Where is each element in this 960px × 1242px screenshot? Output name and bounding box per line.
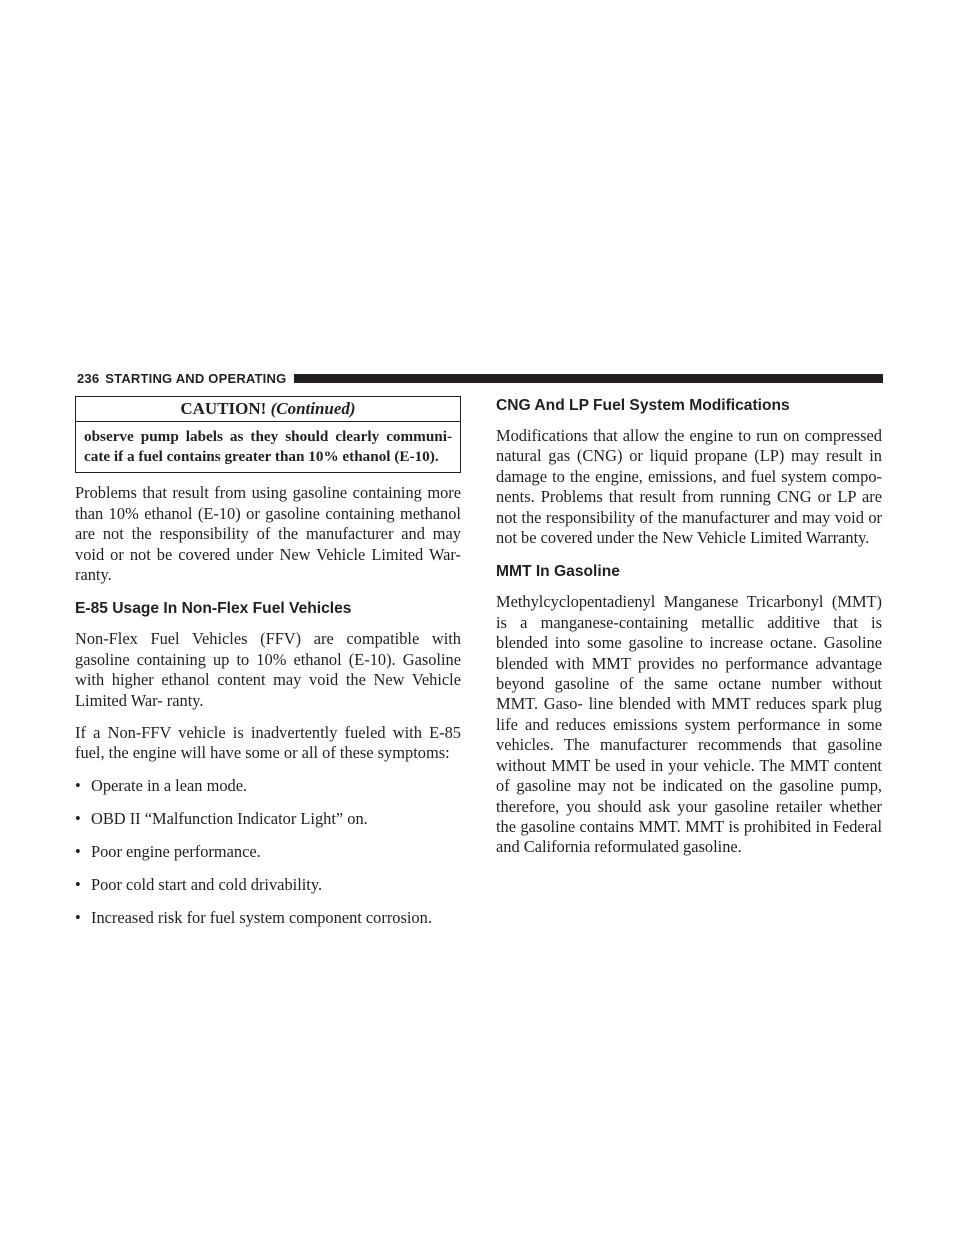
caution-continued: (Continued) bbox=[270, 399, 356, 418]
list-item bbox=[75, 809, 461, 829]
paragraph-mmt: Methylcyclopentadienyl Manganese Tricarbonyl (MMT) is a manganese-containing metallic additive that is blended into some gasoline to increase octane. Gasoline blended with MMT provides no performance advantage beyond gasoline of the same octane number without MMT. Gaso- line blended with MMT reduces spark plug life and reduces emissions system performance in some vehicles. The manufacturer recommends that gasoline without MMT be used in your vehicle. The MMT content of gasoline may not be indicated on the gasoline pump, therefore, you should ask your gasoline retailer whether the gasoline contains MMT. MMT is prohibited in Federal and California reformulated gasoline. bbox=[496, 592, 882, 857]
heading-cng-lp: CNG And LP Fuel System Modifications bbox=[496, 397, 790, 414]
list-item-text: Increased risk for fuel system component corrosion. bbox=[91, 907, 432, 927]
caution-title bbox=[76, 397, 460, 422]
header-rule bbox=[294, 374, 883, 383]
paragraph-cng-lp: Modifications that allow the engine to run on compressed natural gas (CNG) or liquid propane (LP) may result in damage to the engine, emissions, and fuel system compo- nents. Problems that result from running CNG or LP are not the responsibility of the manufacturer and may void or not be covered under the New Vehicle Limited Warranty. bbox=[496, 426, 882, 548]
bullet-icon: • bbox=[75, 907, 81, 927]
heading-mmt: MMT In Gasoline bbox=[496, 563, 620, 581]
paragraph-symptoms-intro: If a Non-FFV vehicle is inadvertently fueled with E-85 fuel, the engine will have some or all of these symptoms: bbox=[75, 723, 461, 763]
page-header bbox=[77, 370, 883, 386]
section-title: STARTING AND OPERATING bbox=[105, 370, 287, 386]
caution-label: CAUTION! bbox=[180, 399, 267, 418]
caution-box bbox=[75, 396, 461, 473]
list-item-text: Poor engine performance. bbox=[91, 841, 261, 861]
right-column bbox=[496, 396, 882, 870]
page-number: 236 bbox=[77, 370, 100, 386]
bullet-icon: • bbox=[75, 808, 81, 828]
list-item bbox=[75, 875, 461, 895]
heading-e85-usage: E-85 Usage In Non-Flex Fuel Vehicles bbox=[75, 600, 352, 618]
symptom-list bbox=[75, 776, 461, 928]
list-item-text: Poor cold start and cold drivability. bbox=[91, 874, 323, 894]
list-item bbox=[75, 842, 461, 862]
list-item bbox=[75, 776, 461, 796]
list-item-text: OBD II “Malfunction Indicator Light” on. bbox=[91, 808, 368, 828]
left-column bbox=[75, 396, 461, 940]
paragraph-problems: Problems that result from using gasoline containing more than 10% ethanol (E-10) or gasoline containing methanol are not the responsibility of the manufacturer and may void or not be covered under New Vehicle Limited War- ranty. bbox=[75, 483, 461, 585]
bullet-icon: • bbox=[75, 775, 81, 795]
bullet-icon: • bbox=[75, 874, 81, 894]
bullet-icon: • bbox=[75, 841, 81, 861]
list-item-text: Operate in a lean mode. bbox=[91, 775, 248, 795]
list-item bbox=[75, 908, 461, 928]
caution-body: observe pump labels as they should clearly communi- cate if a fuel contains greater than 10% ethanol (E-10). bbox=[84, 428, 452, 466]
paragraph-ffv-compatibility: Non-Flex Fuel Vehicles (FFV) are compatible with gasoline containing up to 10% ethanol (E-10). Gasoline with higher ethanol content may void the New Vehicle Limited War- ranty. bbox=[75, 629, 461, 710]
